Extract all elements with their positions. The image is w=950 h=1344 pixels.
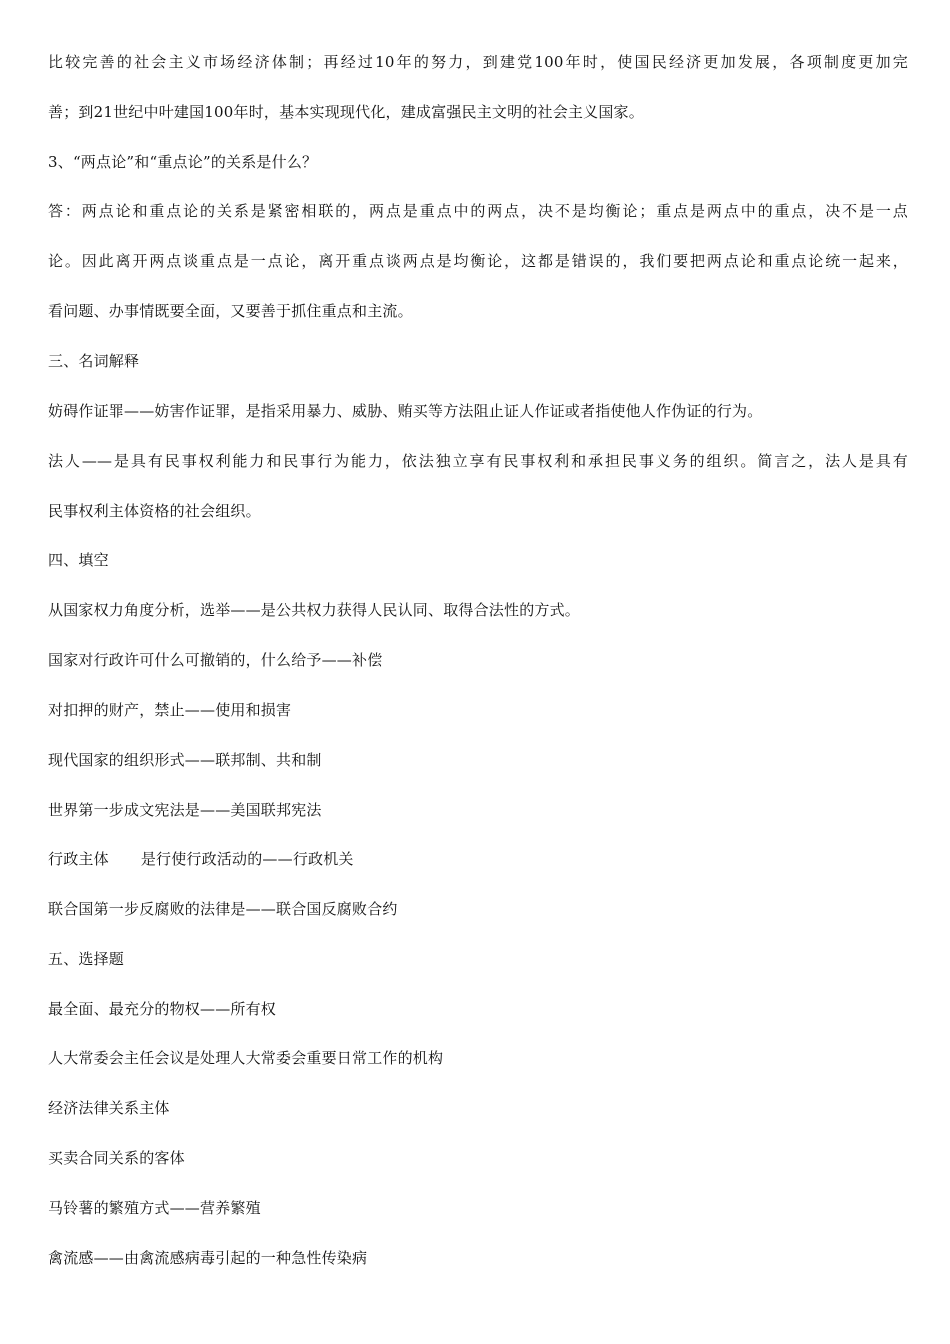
- term-definition: 法人——是具有民事权利能力和民事行为能力，依法独立享有民事权利和承担民事义务的组织。简言之，法人是具有: [48, 452, 908, 470]
- section-heading: 四、填空: [48, 551, 109, 569]
- fill-blank-item: 联合国第一步反腐败的法律是——联合国反腐败合约: [48, 900, 398, 918]
- paragraph-line: 善；到21世纪中叶建国100年时，基本实现现代化，建成富强民主文明的社会主义国家。: [48, 103, 644, 121]
- choice-item: 禽流感——由禽流感病毒引起的一种急性传染病: [48, 1249, 368, 1267]
- choice-item: 马铃薯的繁殖方式——营养繁殖: [48, 1199, 261, 1217]
- term-definition: 妨碍作证罪——妨害作证罪，是指采用暴力、威胁、贿买等方法阻止证人作证或者指使他人作伪证的行为。: [48, 402, 763, 420]
- fill-blank-item-part: 行政主体: [48, 850, 109, 868]
- answer-line: 论。因此离开两点谈重点是一点论，离开重点谈两点是均衡论，这都是错误的，我们要把两点论和重点论统一起来，: [48, 252, 908, 270]
- choice-item: 最全面、最充分的物权——所有权: [48, 1000, 277, 1018]
- choice-item: 经济法律关系主体: [48, 1099, 170, 1117]
- fill-blank-item-part: 是行使行政活动的——行政机关: [140, 850, 354, 868]
- question-heading: 3、“两点论”和“重点论”的关系是什么？: [48, 153, 318, 171]
- section-heading: 五、选择题: [48, 950, 125, 968]
- term-definition: 民事权利主体资格的社会组织。: [48, 502, 261, 520]
- fill-blank-item: 对扣押的财产，禁止——使用和损害: [48, 701, 292, 719]
- fill-blank-item: 世界第一步成文宪法是——美国联邦宪法: [48, 801, 322, 819]
- choice-item: 人大常委会主任会议是处理人大常委会重要日常工作的机构: [48, 1049, 444, 1067]
- fill-blank-item: 从国家权力角度分析，选举——是公共权力获得人民认同、取得合法性的方式。: [48, 601, 581, 619]
- fill-blank-item: 现代国家的组织形式——联邦制、共和制: [48, 751, 322, 769]
- answer-line: 看问题、办事情既要全面，又要善于抓住重点和主流。: [48, 302, 413, 320]
- paragraph-line: 比较完善的社会主义市场经济体制；再经过10年的努力，到建党100年时，使国民经济更加发展，各项制度更加完: [48, 53, 908, 71]
- fill-blank-item: 国家对行政许可什么可撤销的，什么给予——补偿: [48, 651, 383, 669]
- fill-blank-item: [48, 849, 908, 869]
- choice-item: 买卖合同关系的客体: [48, 1149, 185, 1167]
- answer-line: 答：两点论和重点论的关系是紧密相联的，两点是重点中的两点，决不是均衡论；重点是两点中的重点，决不是一点: [48, 202, 908, 220]
- section-heading: 三、名词解释: [48, 352, 140, 370]
